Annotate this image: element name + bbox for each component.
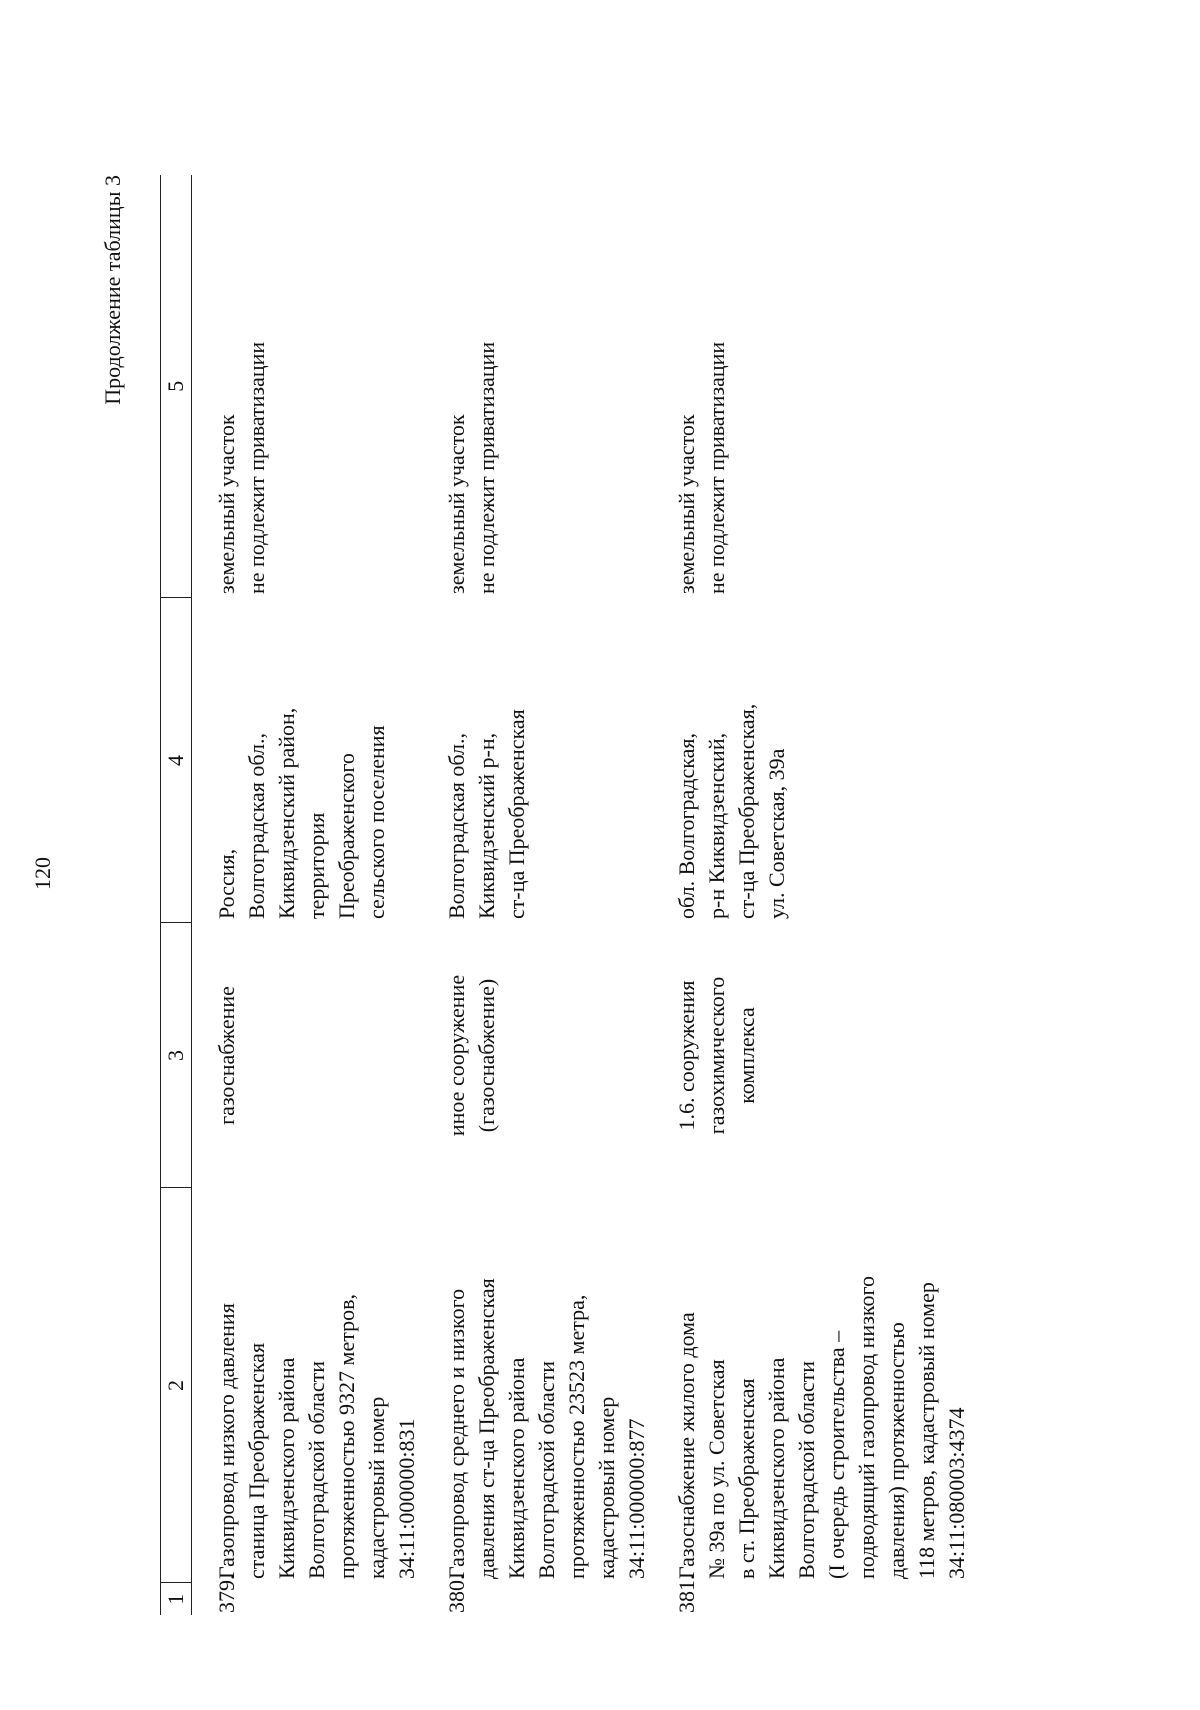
object-note: земельный участок не подлежит приватизации (214, 341, 269, 594)
table-continuation-label: Продолжение таблицы 3 (100, 175, 125, 405)
object-purpose: 1.6. сооружения газохимического комплекса (674, 976, 759, 1135)
page-number: 120 (30, 857, 55, 890)
object-address: Волгоградская обл., Киквидзенский р-н, ст-ца Преображенская (444, 709, 529, 919)
object-purpose: газоснабжение (214, 986, 239, 1125)
column-header: 2 (161, 1188, 192, 1583)
column-header: 1 (161, 1583, 192, 1615)
object-note: земельный участок не подлежит приватизации (444, 341, 499, 594)
object-address: обл. Волгоградская, р-н Киквидзенский, ст-ца Преображенская, ул. Советская, 39а (674, 703, 789, 919)
property-table (160, 175, 972, 1615)
table-header-row (161, 175, 192, 1615)
object-name: Газопровод низкого давления станица Преображенская Киквидзенского района Волгоградской области протяженностью 9327 метров, кадастровый номер 34:11:000000:831 (214, 1293, 419, 1579)
object-name: Газоснабжение жилого дома № 39а по ул. Советская в ст. Преображенская Киквидзенского района Волгоградской области (I очередь строительства – подводящий газопровод низкого давления) протяженностью 118 метров, кадастровый номер 34:11:080003:4374 (674, 1276, 969, 1579)
object-name: Газопровод среднего и низкого давления ст-ца Преображенская Киквидзенского района Волгоградской области протяженностью 23523 метра, кадастровый номер 34:11:000000:877 (444, 1278, 649, 1579)
table-row (422, 175, 652, 1615)
table-row (652, 175, 972, 1615)
object-address: Россия, Волгоградская обл., Киквидзенский район, территория Преображенского сельского поселения (214, 707, 389, 919)
column-header: 3 (161, 923, 192, 1188)
row-number: 379. (214, 1574, 239, 1613)
table-row (192, 175, 423, 1615)
object-purpose: иное сооружение (газоснабжение) (444, 974, 499, 1137)
column-header: 4 (161, 598, 192, 923)
row-number: 381. (674, 1574, 699, 1613)
row-number: 380. (444, 1574, 469, 1613)
column-header: 5 (161, 175, 192, 598)
object-note: земельный участок не подлежит приватизации (674, 341, 729, 594)
